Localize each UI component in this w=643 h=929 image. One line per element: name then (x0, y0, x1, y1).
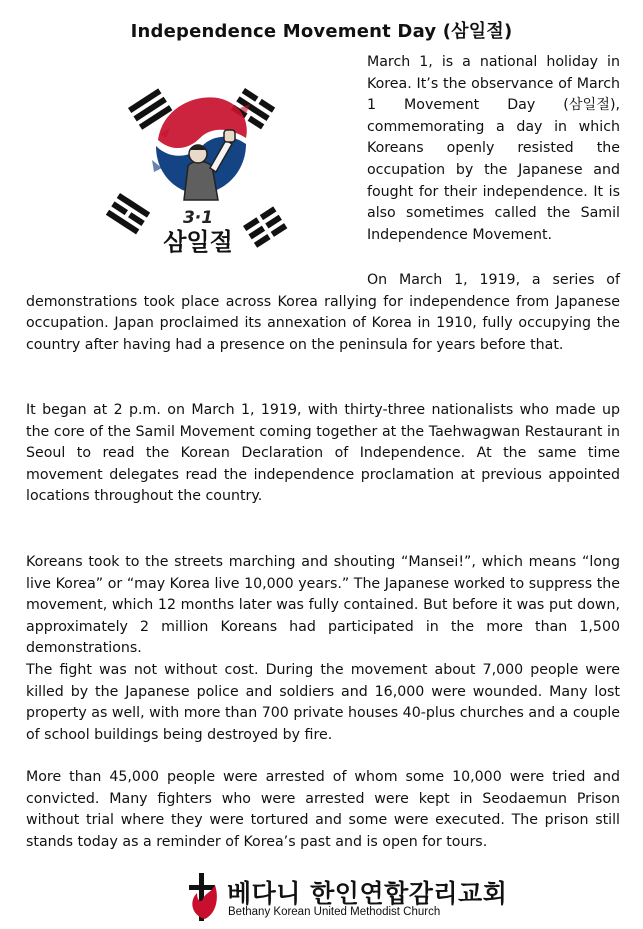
trigram-ri-icon (106, 193, 150, 234)
cross-and-flame-logo-icon (185, 871, 221, 923)
paragraph-intro: March 1, is a national holiday in Korea. It’s the observance of March 1 Movement Day (삼일절), commemorating a day in which Koreans openly resisted the occupation by the Japanese and fought for their independence. It is also sometimes called the Samil Independence Movement. (367, 54, 620, 243)
church-name-english: Bethany Korean United Methodist Church (228, 906, 441, 918)
emblem-number: 3·1 (182, 208, 214, 228)
paragraph-arrests: More than 45,000 people were arrested of whom some 10,000 were tried and convicted. Many fighters who were arrested were kept in Seodaemun Prison without trial where they were tortured and some were executed. The prison still stands today as a reminder of Korea’s past and is open for tours. (26, 769, 620, 850)
paragraph-beginning: It began at 2 p.m. on March 1, 1919, with thirty-three nationalists who made up the core of the Samil Movement coming together at the Taehwagwan Restaurant in Seoul to read the Korean Declaration of Independence. At the same time movement delegates read the independence proclamation at previous appointed locations throughout the country. (26, 402, 620, 505)
paragraph-cost: The fight was not without cost. During the movement about 7,000 people were killed by the Japanese police and soldiers and 16,000 were wounded. Many lost property as well, with more than 700 private houses 40-plus churches and a couple of school buildings being destroyed by fire. (26, 662, 620, 743)
trigram-gon-icon (243, 206, 287, 247)
paragraph-mansei: Koreans took to the streets marching and shouting “Mansei!”, which means “long live Korea” or “may Korea live 10,000 years.” The Japanese worked to suppress the movement, which 12 months later was fully contained. But before it was put down, approximately 2 million Koreans had participated in the more than 1,500 demonstrations. (26, 554, 620, 657)
sam-il-jeol-emblem (100, 68, 300, 268)
emblem-korean-caption: 삼일절 (163, 228, 233, 256)
church-name-korean: 베다니 한인연합감리교회 (227, 879, 508, 908)
paragraph-demonstrations: On March 1, 1919, a series of demonstrations took place across Korea rallying for independence from Japanese occupation. Japan proclaimed its annexation of Korea in 1910, fully occupying the country after having had a presence on the peninsula for years before that. (26, 272, 620, 353)
church-footer (185, 866, 508, 926)
taegeuk-flag-illustration (100, 68, 300, 268)
page-title: Independence Movement Day (삼일절) (130, 21, 513, 42)
